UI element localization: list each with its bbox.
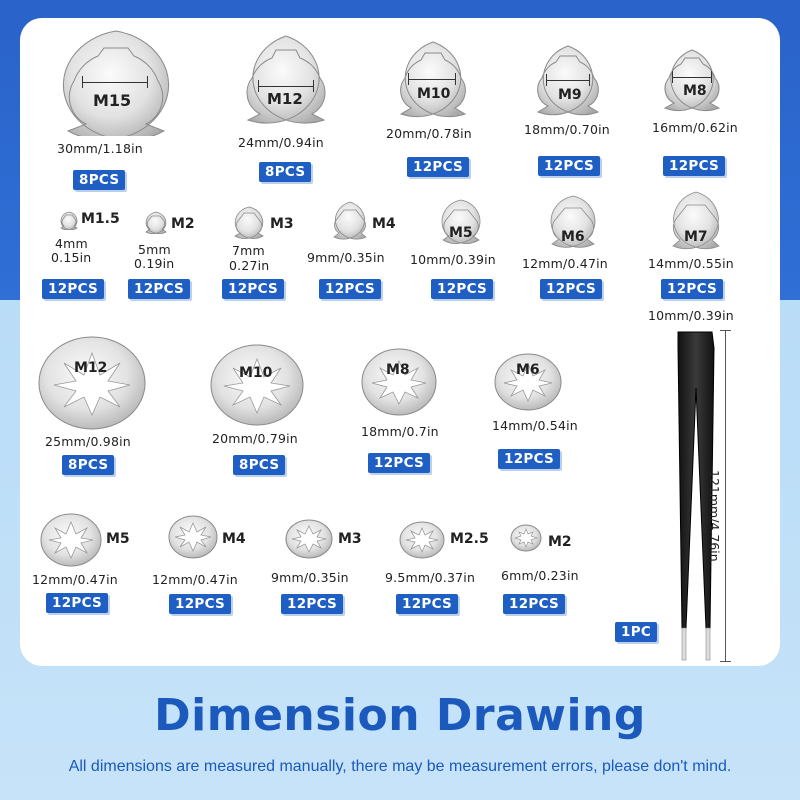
eclip-m15	[46, 26, 186, 136]
eclip-m9-measure	[546, 80, 590, 81]
eclip-m9-qty: 12PCS	[538, 156, 600, 176]
eclip-m9-icon	[526, 42, 610, 116]
eclip-m15-dim: 30mm/1.18in	[57, 141, 143, 156]
star-m5-icon	[40, 512, 102, 568]
eclip-m6-label: M6	[561, 229, 585, 245]
star-m5-dim: 12mm/0.47in	[32, 572, 118, 587]
eclip-m1-5-dim-in: 0.15in	[51, 250, 92, 265]
eclip-m4-label: M4	[372, 216, 396, 232]
eclip-m1-5-label: M1.5	[81, 211, 120, 227]
eclip-m8-dim: 16mm/0.62in	[652, 120, 738, 135]
eclip-m3	[230, 205, 268, 239]
eclip-m2-dim-in: 0.19in	[134, 256, 175, 271]
eclip-m12-measure	[258, 86, 314, 87]
tweezers-qty: 1PC	[615, 622, 657, 642]
eclip-m8	[655, 46, 729, 112]
star-m5	[40, 512, 102, 568]
star-m6-qty: 12PCS	[498, 449, 560, 469]
eclip-m12-label: M12	[267, 90, 303, 108]
eclip-m1-5-icon	[58, 210, 80, 230]
star-m3-label: M3	[338, 531, 362, 547]
eclip-m7-qty: 12PCS	[661, 279, 723, 299]
tweezers-length-dim: 121mm/4.76in	[707, 470, 722, 562]
eclip-m8-qty: 12PCS	[663, 156, 725, 176]
eclip-m7-label: M7	[684, 229, 708, 245]
star-m4-qty: 12PCS	[169, 594, 231, 614]
star-m10-dim: 20mm/0.79in	[212, 431, 298, 446]
eclip-m5-label: M5	[449, 225, 473, 241]
star-m12	[38, 335, 146, 431]
eclip-m9	[526, 42, 610, 116]
star-m2-label: M2	[548, 534, 572, 550]
star-m6-dim: 14mm/0.54in	[492, 418, 578, 433]
eclip-m10	[387, 38, 479, 118]
star-m6-label: M6	[516, 362, 540, 378]
eclip-m15-label: M15	[93, 91, 132, 110]
eclip-m2-dim-mm: 5mm	[138, 242, 171, 257]
star-m10	[210, 343, 304, 427]
eclip-m8-label: M8	[683, 83, 707, 99]
eclip-m15-measure	[82, 82, 148, 83]
eclip-m1-5-dim-mm: 4mm	[55, 236, 88, 251]
star-m3-dim: 9mm/0.35in	[271, 570, 349, 585]
eclip-m3-label: M3	[270, 216, 294, 232]
eclip-m5-dim: 10mm/0.39in	[410, 252, 496, 267]
star-m12-label: M12	[74, 360, 108, 376]
star-m3-qty: 12PCS	[281, 594, 343, 614]
eclip-m3-dim-mm: 7mm	[232, 243, 265, 258]
eclip-m12-icon	[230, 32, 342, 124]
eclip-m6-dim: 12mm/0.47in	[522, 256, 608, 271]
star-m12-qty: 8PCS	[62, 455, 114, 475]
eclip-m3-dim-in: 0.27in	[229, 258, 270, 273]
star-m10-icon	[210, 343, 304, 427]
star-m2-5-dim: 9.5mm/0.37in	[385, 570, 476, 585]
star-m2-qty: 12PCS	[503, 594, 565, 614]
star-m12-icon	[38, 335, 146, 431]
eclip-m12-dim: 24mm/0.94in	[238, 135, 324, 150]
eclip-m15-icon	[46, 26, 186, 136]
disclaimer-note: All dimensions are measured manually, there may be measurement errors, please don't mind.	[68, 758, 732, 775]
star-m8	[361, 347, 437, 417]
star-m5-label: M5	[106, 531, 130, 547]
page-title: Dimension Drawing	[154, 690, 646, 741]
eclip-m3-icon	[230, 205, 268, 239]
star-m2-5-icon	[399, 520, 445, 560]
star-m4-dim: 12mm/0.47in	[152, 572, 238, 587]
star-m5-qty: 12PCS	[46, 593, 108, 613]
eclip-m2-label: M2	[171, 216, 195, 232]
star-m2-dim: 6mm/0.23in	[501, 568, 579, 583]
eclip-m2	[142, 210, 170, 234]
eclip-m6-qty: 12PCS	[540, 279, 602, 299]
eclip-m4-dim: 9mm/0.35in	[307, 250, 385, 265]
tweezers-length-measure	[725, 330, 726, 662]
eclip-m8-icon	[655, 46, 729, 112]
eclip-m10-label: M10	[417, 86, 451, 102]
eclip-m8-measure	[672, 77, 712, 78]
star-m8-dim: 18mm/0.7in	[361, 424, 439, 439]
star-m4-label: M4	[222, 531, 246, 547]
star-m3-icon	[285, 518, 333, 560]
star-m2-icon	[510, 524, 542, 552]
star-m8-qty: 12PCS	[368, 453, 430, 473]
eclip-m4-qty: 12PCS	[319, 279, 381, 299]
star-m2	[510, 524, 542, 552]
star-m3	[285, 518, 333, 560]
eclip-m4	[328, 200, 372, 240]
eclip-m10-qty: 12PCS	[407, 157, 469, 177]
eclip-m7-dim: 14mm/0.55in	[648, 256, 734, 271]
star-m8-icon	[361, 347, 437, 417]
star-m6-icon	[494, 352, 562, 412]
star-m2-5	[399, 520, 445, 560]
eclip-m2-icon	[142, 210, 170, 234]
eclip-m12	[230, 32, 342, 124]
star-m12-dim: 25mm/0.98in	[45, 434, 131, 449]
eclip-m4-icon	[328, 200, 372, 240]
star-m10-label: M10	[239, 365, 273, 381]
star-m2-5-qty: 12PCS	[396, 594, 458, 614]
star-m6	[494, 352, 562, 412]
eclip-m9-dim: 18mm/0.70in	[524, 122, 610, 137]
eclip-m1-5-qty: 12PCS	[42, 279, 104, 299]
star-m4	[168, 514, 218, 560]
tweezers-width-dim: 10mm/0.39in	[648, 308, 734, 323]
eclip-m9-label: M9	[558, 87, 582, 103]
eclip-m12-qty: 8PCS	[259, 162, 311, 182]
eclip-m10-measure	[408, 79, 456, 80]
eclip-m5-qty: 12PCS	[431, 279, 493, 299]
eclip-m10-icon	[387, 38, 479, 118]
eclip-m15-qty: 8PCS	[73, 170, 125, 190]
star-m2-5-label: M2.5	[450, 531, 489, 547]
eclip-m2-qty: 12PCS	[128, 279, 190, 299]
star-m10-qty: 8PCS	[233, 455, 285, 475]
eclip-m3-qty: 12PCS	[222, 279, 284, 299]
eclip-m10-dim: 20mm/0.78in	[386, 126, 472, 141]
star-m8-label: M8	[386, 362, 410, 378]
star-m4-icon	[168, 514, 218, 560]
eclip-m1-5	[58, 210, 80, 230]
